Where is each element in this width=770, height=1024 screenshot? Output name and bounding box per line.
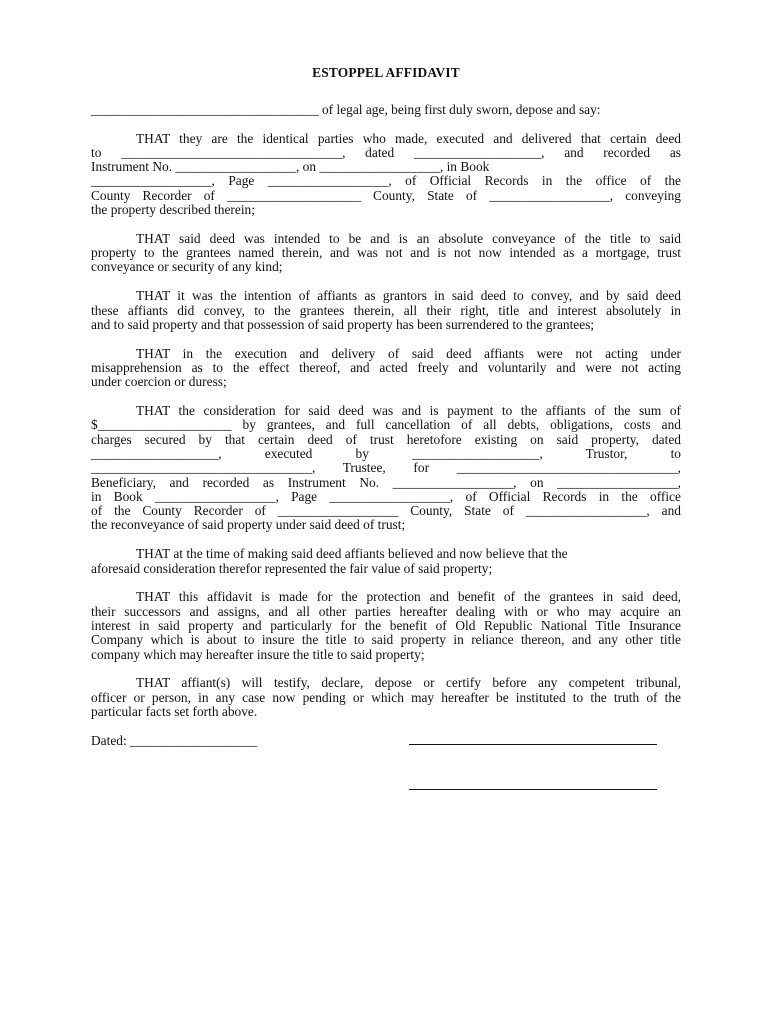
paragraph-line: aforesaid consideration therefor represented the fair value of said property; <box>91 560 493 576</box>
paragraph-line: THAT this affidavit is made for the protection and benefit of the grantees in said deed, <box>136 589 681 605</box>
paragraph-consideration <box>91 404 681 533</box>
signature-line-2[interactable] <box>409 789 657 790</box>
paragraph-line: under coercion or duress; <box>91 374 227 390</box>
paragraph-line: Beneficiary, and recorded as Instrument No. __________________, on __________________, <box>91 474 681 490</box>
document-page <box>91 66 681 754</box>
paragraph-line: THAT they are the identical parties who made, executed and delivered that certain deed <box>136 130 681 146</box>
paragraph-line: __________________, Page __________________, of Official Records in the office of the <box>91 173 681 189</box>
paragraph-line: these affiants did convey, to the grantees therein, all their right, title and interest absolutely in <box>91 302 681 318</box>
paragraph-line: ___________________, executed by ___________________, Trustor, to <box>91 445 681 461</box>
paragraph-line: THAT said deed was intended to be and is an absolute conveyance of the title to said <box>136 230 681 246</box>
paragraph-line: the reconveyance of said property under said deed of trust; <box>91 517 406 533</box>
paragraph-line: THAT affiant(s) will testify, declare, depose or certify before any competent tribunal, <box>136 675 681 691</box>
paragraph-fair-value <box>91 547 681 576</box>
paragraph-testimony <box>91 676 681 719</box>
paragraph-line: $____________________ by grantees, and full cancellation of all debts, obligations, costs and <box>91 417 681 433</box>
paragraph-line: their successors and assigns, and all other parties hereafter dealing with or who may acquire an <box>91 603 681 619</box>
signature-block <box>91 734 681 754</box>
paragraph-line: _________________________________, Trustee, for _________________________________, <box>91 460 681 476</box>
paragraph-line: to _________________________________, dated ___________________, and recorded as <box>91 144 681 160</box>
paragraph-line: County Recorder of ____________________ County, State of __________________, conveying <box>91 187 681 203</box>
paragraph-line: of the County Recorder of __________________ County, State of __________________, and <box>91 503 681 519</box>
paragraph-identity <box>91 132 681 218</box>
intro-line: __________________________________ of legal age, being first duly sworn, depose and say: <box>91 102 601 118</box>
paragraph-line: particular facts set forth above. <box>91 703 258 719</box>
paragraph-conveyance <box>91 232 681 275</box>
paragraph-line: conveyance or security of any kind; <box>91 259 283 275</box>
paragraph-execution <box>91 347 681 390</box>
paragraph-line: THAT the consideration for said deed was and is payment to the affiants of the sum of <box>136 403 681 419</box>
signature-line-1[interactable] <box>409 744 657 745</box>
paragraph-line: company which may hereafter insure the title to said property; <box>91 646 425 662</box>
paragraph-line: interest in said property and particularly for the benefit of Old Republic National Title Insurance <box>91 617 681 633</box>
paragraph-line: Company which is about to insure the title to said property in reliance thereon, and any other title <box>91 632 681 648</box>
paragraph-line: charges secured by that certain deed of trust heretofore existing on said property, dated <box>91 431 681 447</box>
dated-field[interactable]: Dated: ___________________ <box>91 732 258 748</box>
paragraph-line: property to the grantees named therein, and was not and is not now intended as a mortgage, trust <box>91 245 681 261</box>
paragraph-line: THAT it was the intention of affiants as grantors in said deed to convey, and by said deed <box>136 288 681 304</box>
paragraph-intention <box>91 289 681 332</box>
paragraph-line: THAT in the execution and delivery of said deed affiants were not acting under <box>136 345 681 361</box>
paragraph-line: and to said property and that possession of said property has been surrendered to the grantees; <box>91 316 595 332</box>
paragraph-line: officer or person, in any case now pending or which may hereafter be instituted to the truth of the <box>91 689 681 705</box>
paragraph-line: misapprehension as to the effect thereof, and acted freely and voluntarily and were not acting <box>91 359 681 375</box>
paragraph-line: Instrument No. __________________, on __________________, in Book <box>91 159 490 175</box>
paragraph-line: THAT at the time of making said deed affiants believed and now believe that the <box>136 546 568 562</box>
paragraph-line: in Book __________________, Page __________________, of Official Records in the office <box>91 488 681 504</box>
paragraph-protection <box>91 590 681 661</box>
paragraph-line: the property described therein; <box>91 202 255 218</box>
document-title: ESTOPPEL AFFIDAVIT <box>312 65 460 80</box>
